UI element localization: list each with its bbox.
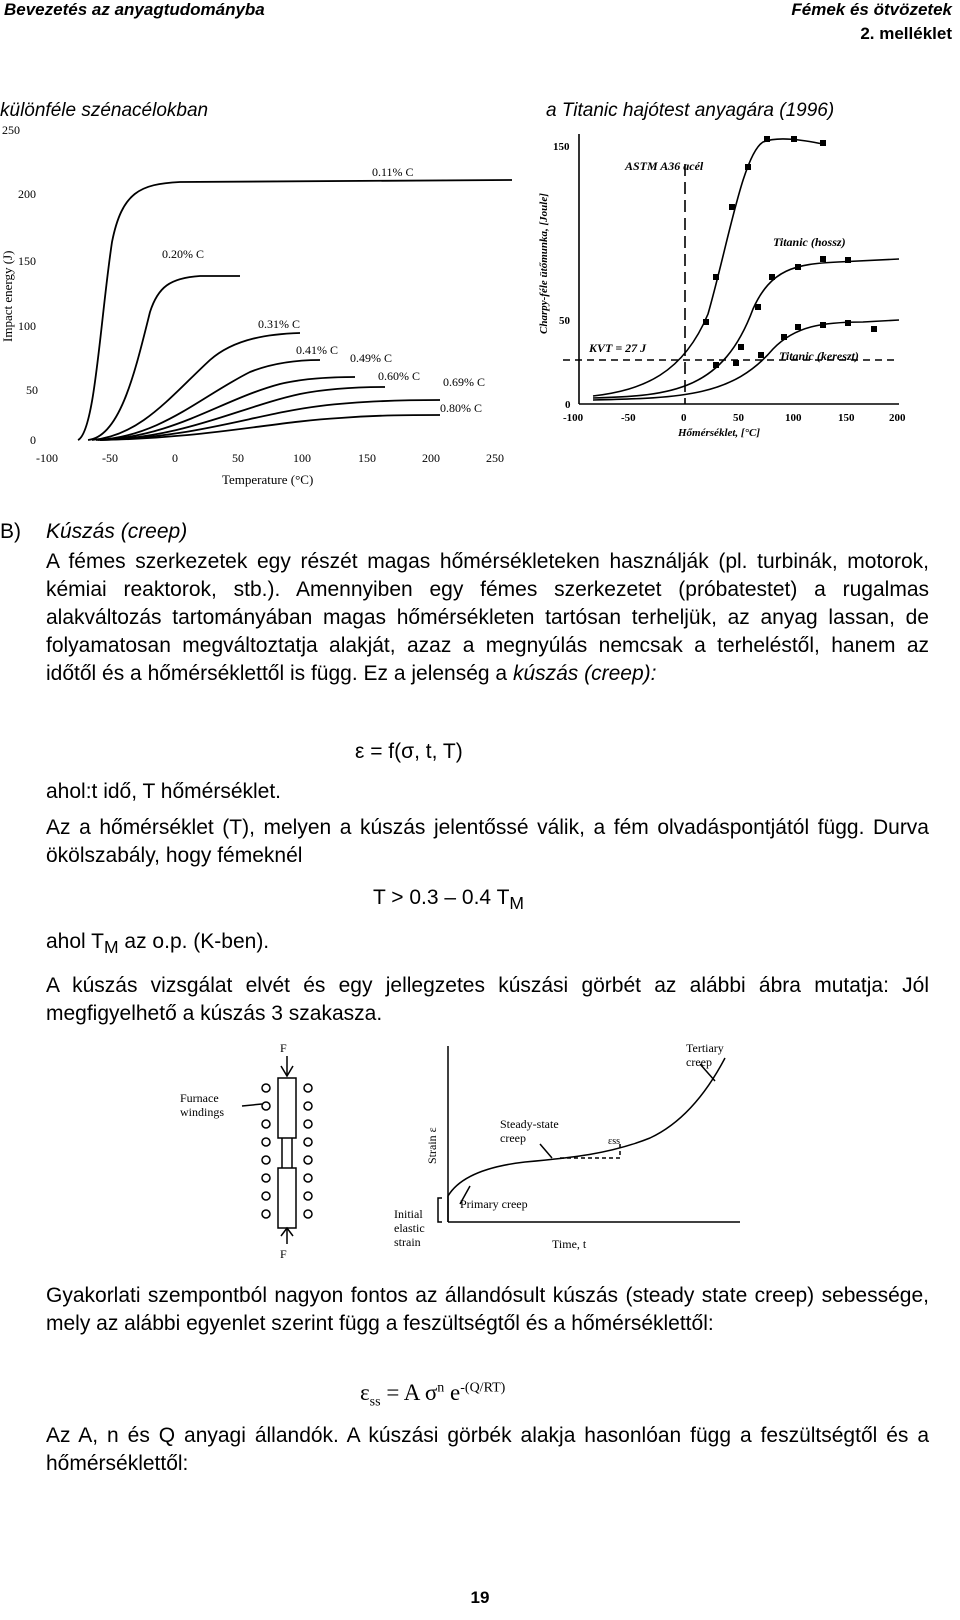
paragraph-temperature: Az a hőmérséklet (T), melyen a kúszás jelentőssé válik, a fém olvadáspontjától függ. Durva ökölszabály, hogy fémeknél [46, 816, 929, 867]
y-axis-label: Charpy-féle ütőmunka, [Joule] [538, 193, 550, 334]
creep-term: kúszás (creep): [512, 662, 657, 685]
where-clause-1: ahol:t idő, T hőmérséklet. [46, 780, 282, 803]
initial-label-2: elastic [394, 1221, 425, 1235]
xtick-100: 100 [293, 451, 311, 465]
paragraph-intro-text: A fémes szerkezetek egy részét magas hőmérsékleteken használják (pl. turbinák, motorok, kémiai reaktorok, stb.). Amennyiben egy fémes szerkezetet (próbatestet) a rugalmas alakváltozás tartományában magas hőmérsékleten tartósan terheljük, az anyag lassan, de folyamatosan megváltoztatja alakját, azaz a megnyúlás nemcsak a terheléstől, hanem az időtől és a hőmérséklettől is függ. Ez a jelenség a [46, 550, 929, 685]
initial-label-3: strain [394, 1235, 421, 1249]
left-figure-caption: különféle szénacélokban [0, 100, 209, 121]
where-clause-2 [46, 928, 269, 961]
where-clause-2-a: ahol T [46, 930, 104, 953]
eps-ss-label: εss [608, 1136, 620, 1147]
eq3-eps: ε [360, 1380, 370, 1405]
header-right-subtitle: 2. melléklet [860, 24, 952, 43]
header-right-title: Fémek és ötvözetek [791, 0, 952, 19]
curve-020c [88, 276, 240, 440]
section-marker: B) [0, 520, 21, 543]
eq3-mid: = A σ [380, 1380, 438, 1405]
label-041c: 0.41% C [296, 343, 338, 357]
steady-label-1: Steady-state [500, 1117, 559, 1131]
equation-creep-rate [360, 1380, 505, 1411]
equation-threshold-sub: M [509, 893, 524, 914]
furnace-label-1: Furnace [180, 1091, 219, 1105]
equation-threshold [373, 886, 524, 914]
label-kv: KVT = 27 J [589, 341, 647, 355]
x-axis-label: Hőmérséklet, [°C] [678, 427, 760, 439]
xtick-150: 150 [358, 451, 376, 465]
xtick-m50: -50 [621, 412, 636, 424]
label-060c: 0.60% C [378, 369, 420, 383]
label-080c: 0.80% C [440, 401, 482, 415]
xtick-200: 200 [889, 412, 906, 424]
eq3-e: e [444, 1380, 461, 1405]
ytick-250: 250 [2, 123, 20, 137]
header-left-title: Bevezetés az anyagtudományba [4, 0, 265, 19]
label-titanic-kereszt: Titanic (kereszt) [779, 349, 859, 363]
y-axis-label: Impact energy (J) [0, 250, 15, 342]
label-069c: 0.69% C [443, 375, 485, 389]
xtick-0: 0 [172, 451, 178, 465]
section-title: Kúszás (creep) [46, 520, 188, 543]
creep-xlabel: Time, t [552, 1237, 587, 1251]
label-011c: 0.11% C [372, 165, 414, 179]
equation-threshold-main: T > 0.3 – 0.4 T [373, 886, 510, 909]
label-astm: ASTM A36 acél [625, 159, 704, 173]
paragraph-constants: Az A, n és Q anyagi állandók. A kúszási görbék alakja hasonlóan függ a feszültségtől és a hőmérséklettől: [46, 1424, 929, 1475]
creep-test-figure [180, 1036, 780, 1258]
primary-label: Primary creep [460, 1197, 528, 1211]
tertiary-label-1: Tertiary [686, 1041, 724, 1055]
xtick-50: 50 [733, 412, 744, 424]
eq3-ss: ss [369, 1394, 381, 1410]
where-clause-2-b: az o.p. (K-ben). [118, 930, 270, 953]
ytick-50: 50 [559, 315, 570, 327]
furnace-label-2: windings [180, 1105, 225, 1119]
elastic-brace [438, 1198, 442, 1222]
x-axis-label: Temperature (°C) [222, 472, 314, 487]
xtick-200: 200 [422, 451, 440, 465]
xtick-100: 100 [785, 412, 802, 424]
force-bottom-label: F [280, 1247, 287, 1258]
paragraph-steady-state: Gyakorlati szempontból nagyon fontos az állandósult kúszás (steady state creep) sebessége, mely az alábbi egyenlet szerint függ a feszültségtől és a hőmérséklettől: [46, 1284, 929, 1335]
curve-titanic-hossz [593, 259, 899, 398]
ytick-100: 100 [18, 319, 36, 333]
xtick-250: 250 [486, 451, 504, 465]
label-titanic-hossz: Titanic (hossz) [773, 235, 846, 249]
furnace-pointer [242, 1104, 262, 1106]
xtick-0: 0 [681, 412, 687, 424]
eq3-exp: -(Q/RT) [460, 1380, 506, 1396]
specimen-bottom-grip [278, 1168, 296, 1228]
furnace-coils [262, 1084, 312, 1218]
creep-ylabel: Strain ε [425, 1127, 439, 1164]
ytick-150: 150 [553, 141, 570, 153]
force-top-label: F [280, 1041, 287, 1055]
ytick-50: 50 [26, 383, 38, 397]
curve-069c [100, 400, 440, 440]
xtick-m50: -50 [102, 451, 118, 465]
initial-label-1: Initial [394, 1207, 423, 1221]
xtick-m100: -100 [36, 451, 58, 465]
equation-strain-function: ε = f(σ, t, T) [355, 740, 463, 763]
label-020c: 0.20% C [162, 247, 204, 261]
steady-label-2: creep [500, 1131, 526, 1145]
label-031c: 0.31% C [258, 317, 300, 331]
ytick-150: 150 [18, 254, 36, 268]
label-049c: 0.49% C [350, 351, 392, 365]
ytick-0: 0 [30, 433, 36, 447]
ytick-200: 200 [18, 187, 36, 201]
specimen-gauge [282, 1138, 292, 1168]
specimen-top-grip [278, 1078, 296, 1138]
impact-energy-chart [0, 122, 530, 502]
xtick-m100: -100 [563, 412, 584, 424]
steady-pointer [540, 1144, 552, 1158]
xtick-150: 150 [838, 412, 855, 424]
paragraph-intro [46, 548, 929, 688]
tertiary-label-2: creep [686, 1055, 712, 1069]
page-number: 19 [470, 1588, 490, 1607]
titanic-charpy-chart [533, 124, 933, 454]
ytick-0: 0 [565, 399, 571, 411]
right-figure-caption: a Titanic hajótest anyagára (1996) [546, 100, 835, 121]
eq3-n: n [437, 1380, 445, 1396]
paragraph-creep-test: A kúszás vizsgálat elvét és egy jellegzetes kúszási görbét az alábbi ábra mutatja: Jól megfigyelhető a kúszás 3 szakasza. [46, 974, 929, 1025]
where-clause-2-sub: M [104, 937, 119, 958]
xtick-50: 50 [232, 451, 244, 465]
curve-060c [100, 387, 385, 440]
